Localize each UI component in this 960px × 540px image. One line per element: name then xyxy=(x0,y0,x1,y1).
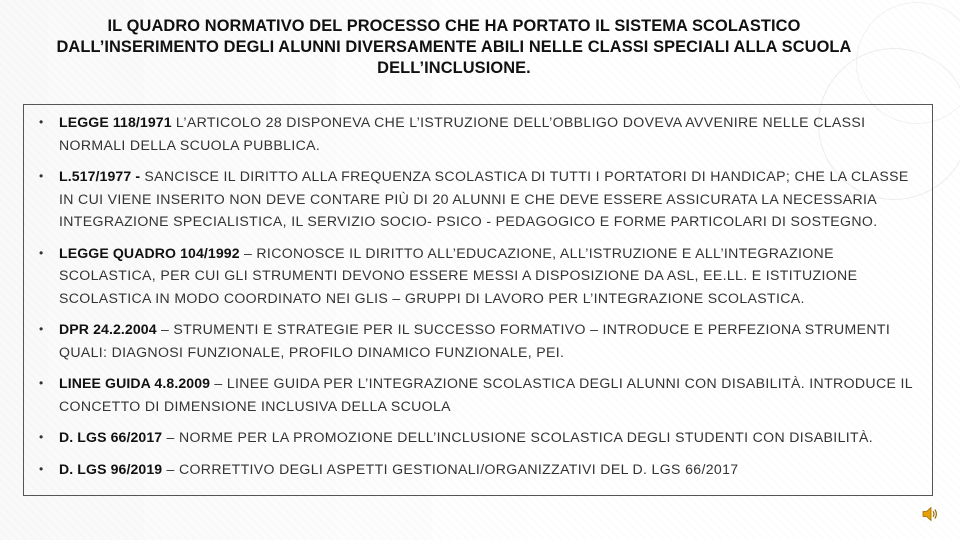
slide-title: IL QUADRO NORMATIVO DEL PROCESSO CHE HA PORTATO IL SISTEMA SCOLASTICO DALL’INSERIMENTO DEGLI ALUNNI DIVERSAMENTE ABILI NELLE CLASSI SPECIALI ALLA SCUOLA DELL’INCLUSIONE. xyxy=(56,17,852,77)
list-item xyxy=(24,372,932,417)
audio-button[interactable] xyxy=(921,505,939,523)
law-description: L’ARTICOLO 28 DISPONEVA CHE L’ISTRUZIONE DELL’OBBLIGO DOVEVA AVVENIRE NELLE CLASSI NORMALI DELLA SCUOLA PUBBLICA. xyxy=(59,114,866,153)
law-description: – CORRETTIVO DEGLI ASPETTI GESTIONALI/ORGANIZZATIVI DEL D. LGS 66/2017 xyxy=(162,460,739,477)
bullet: • xyxy=(39,115,44,129)
law-description: SANCISCE IL DIRITTO ALLA FREQUENZA SCOLASTICA DI TUTTI I PORTATORI DI HANDICAP; CHE LA CLASSE IN CUI VIENE INSERITO NON DEVE CONTARE PIÙ DI 20 ALUNNI E CHE DEVE ESSERE ASSICURATA LA NECESSARIA INTEGRAZIONE SPECIALISTICA, IL SERVIZIO SOCIO- PSICO - PEDAGOGICO E FORME PARTICOLARI DI SOSTEGNO. xyxy=(59,168,909,229)
list-item xyxy=(24,242,932,310)
law-reference: D. LGS 66/2017 xyxy=(59,429,163,445)
list-item xyxy=(24,111,932,156)
bullet: • xyxy=(39,322,44,336)
bullet: • xyxy=(39,245,44,260)
law-reference: L.517/1977 - xyxy=(59,168,141,184)
law-description: – NORME PER LA PROMOZIONE DELL’INCLUSIONE SCOLASTICA DEGLI STUDENTI CON DISABILITÀ. xyxy=(162,429,873,445)
bullet: • xyxy=(39,376,44,390)
list-item xyxy=(24,165,932,233)
bullet: • xyxy=(39,461,44,476)
law-reference: LEGGE 118/1971 xyxy=(59,114,172,130)
content-box xyxy=(23,104,933,496)
law-description: – RICONOSCE IL DIRITTO ALL’EDUCAZIONE, ALL’ISTRUZIONE E ALL’INTEGRAZIONE SCOLASTICA, PER CUI GLI STRUMENTI DEVONO ESSERE MESSI A DISPOSIZIONE DA ASL, EE.LL. E ISTITUZIONE SCOLASTICA IN MODO COORDINATO NEI GLIS – GRUPPI DI LAVORO PER L’INTEGRAZIONE SCOLASTICA. xyxy=(59,244,858,306)
law-reference: DPR 24.2.2004 xyxy=(59,321,157,337)
speaker-icon xyxy=(921,505,939,523)
law-description: – LINEE GUIDA PER L’INTEGRAZIONE SCOLASTICA DEGLI ALUNNI CON DISABILITÀ. INTRODUCE IL CONCETTO DI DIMENSIONE INCLUSIVA DELLA SCUOLA xyxy=(59,375,913,414)
list-item xyxy=(24,318,932,363)
law-list xyxy=(24,105,932,480)
law-reference: LEGGE QUADRO 104/1992 xyxy=(59,244,240,261)
law-reference: LINEE GUIDA 4.8.2009 xyxy=(59,375,211,391)
list-item xyxy=(24,426,932,449)
list-item xyxy=(24,458,932,481)
law-description: – STRUMENTI E STRATEGIE PER IL SUCCESSO FORMATIVO – INTRODUCE E PERFEZIONA STRUMENTI QUALI: DIAGNOSI FUNZIONALE, PROFILO DINAMICO FUNZIONALE, PEI. xyxy=(59,321,891,360)
law-reference: D. LGS 96/2019 xyxy=(59,460,163,477)
bullet: • xyxy=(39,430,44,444)
bullet: • xyxy=(39,169,44,183)
